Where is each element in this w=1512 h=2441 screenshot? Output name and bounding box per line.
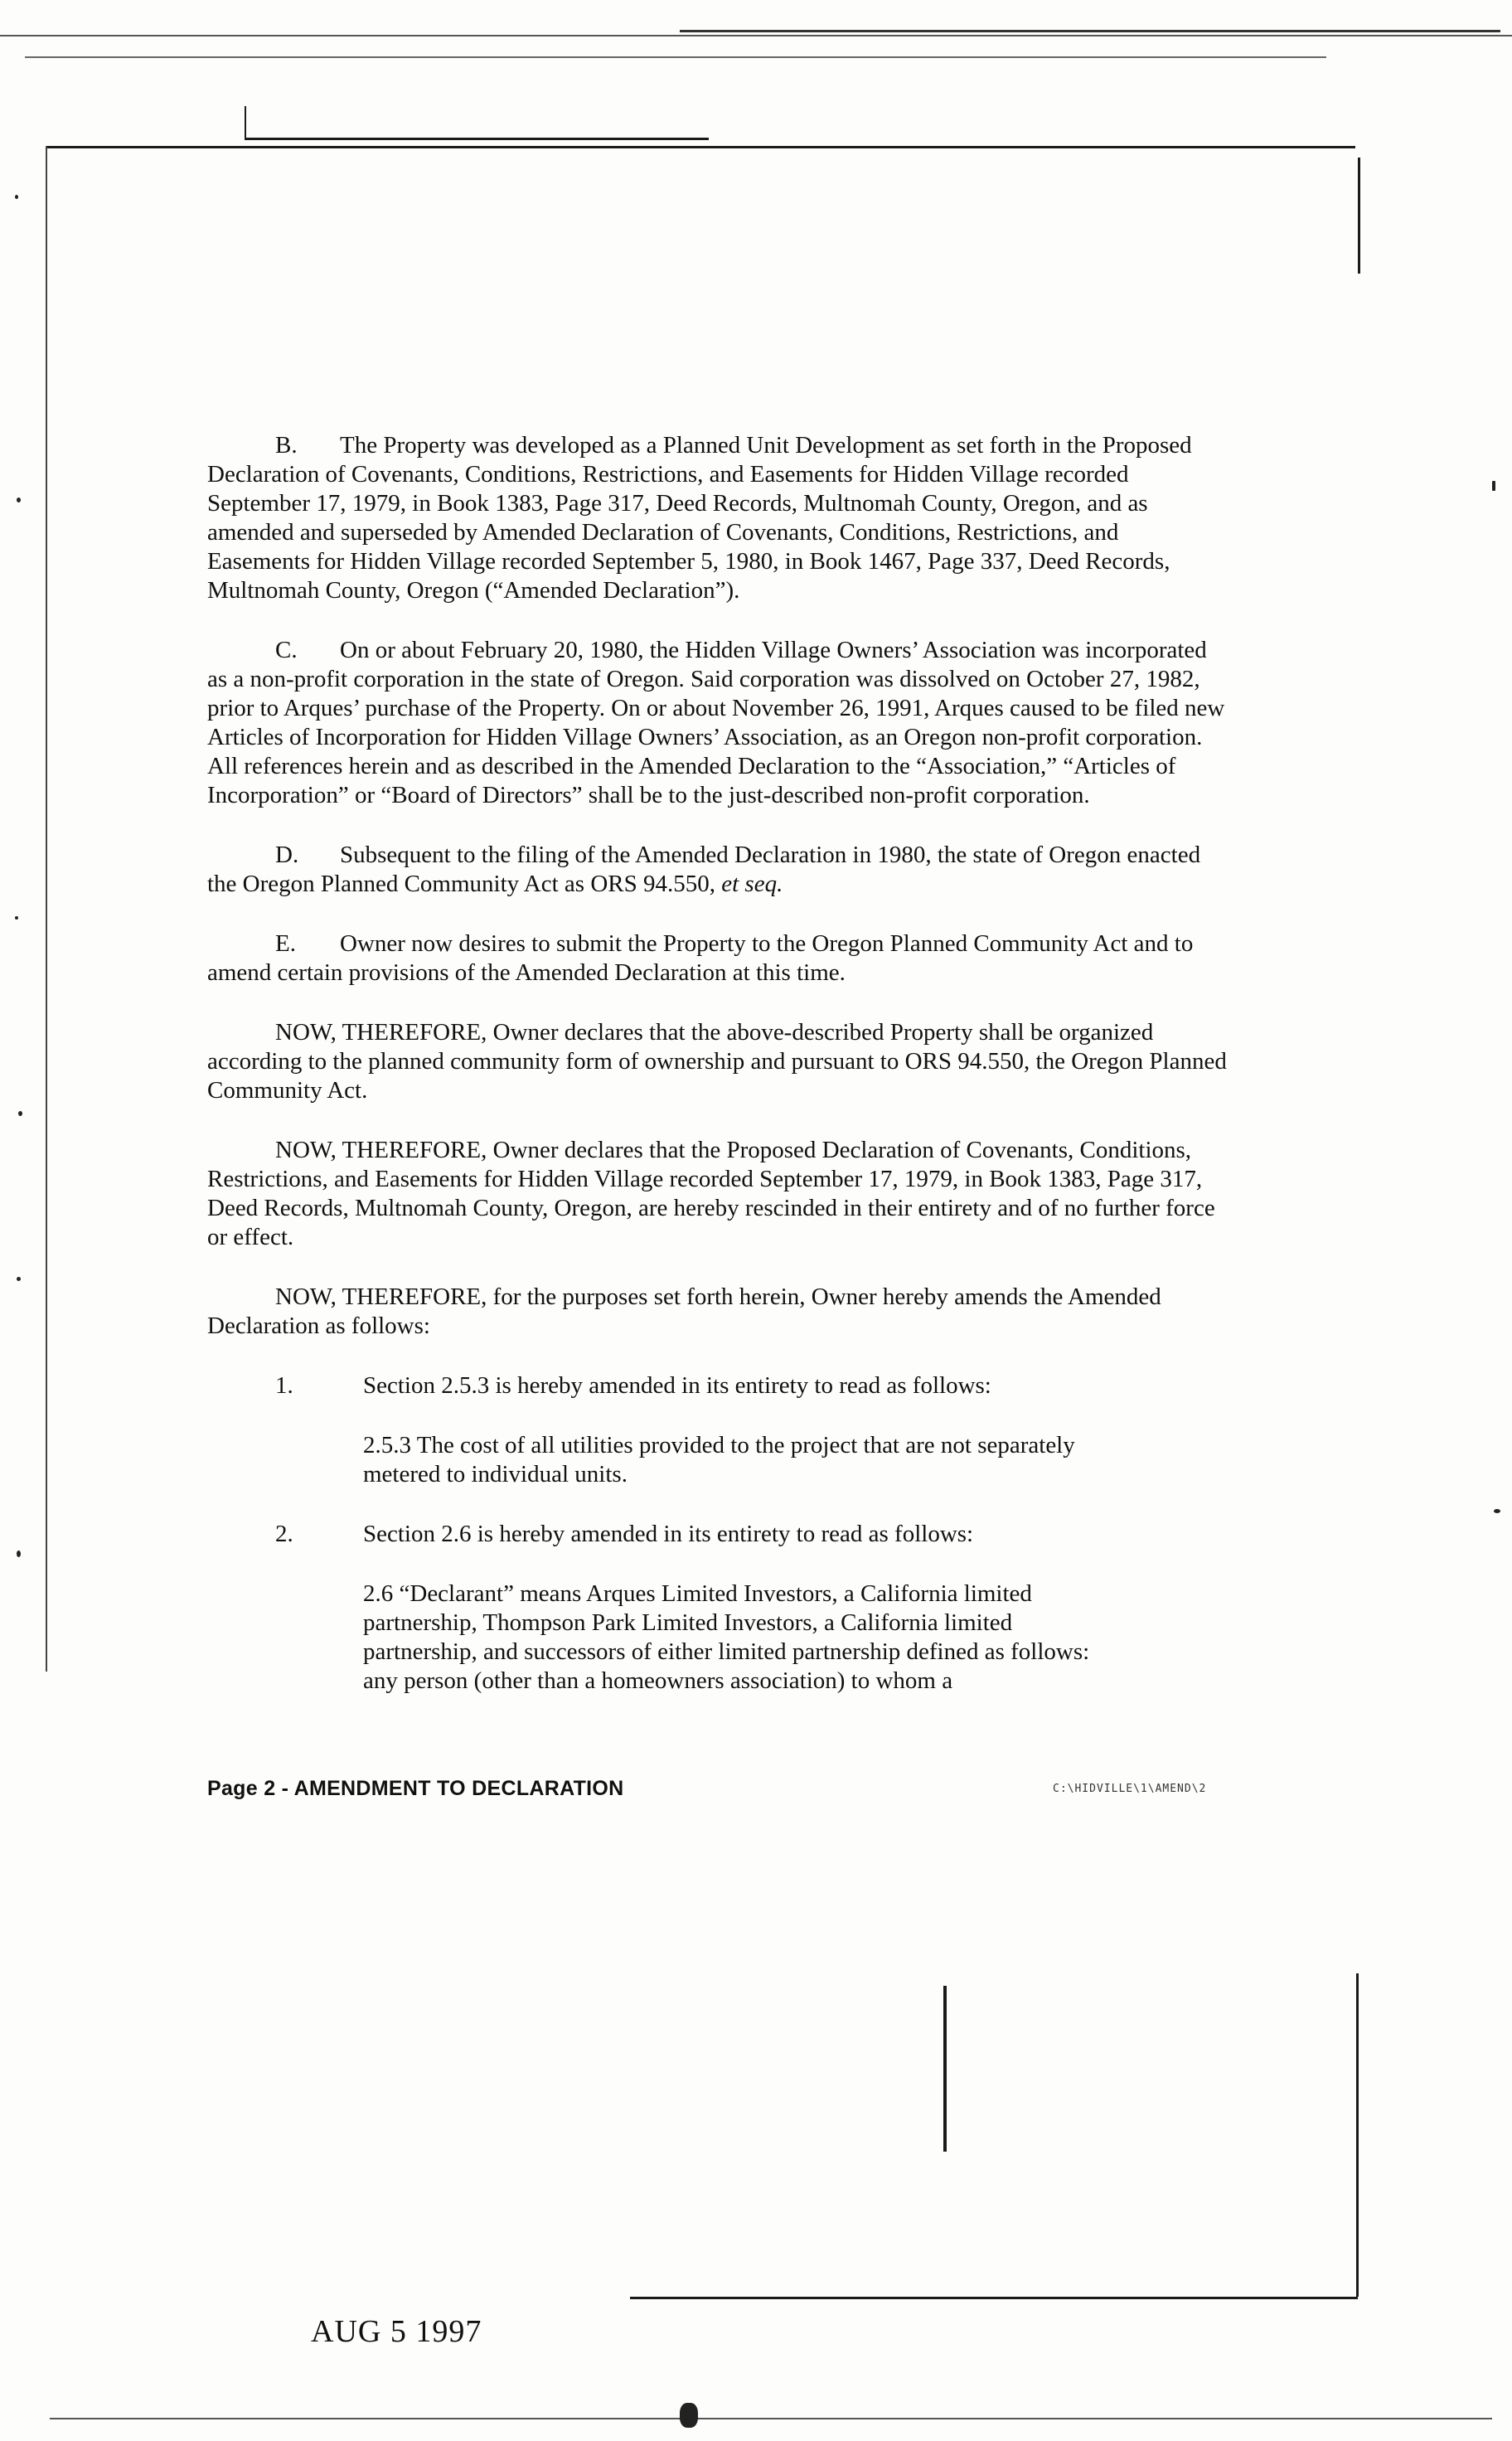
paragraph-label: B. (275, 432, 298, 459)
margin-speck (18, 1111, 22, 1116)
now-therefore-2: NOW, THEREFORE, Owner declares that the Proposed Declaration of Covenants, Conditions, Restrictions, and Easements for Hidden Village recorded September 17, 1979, in Book 1383, Page 317, Deed Records, Multnomah County, Oregon, are hereby rescinded in their entirety and of no further force or effect. (207, 1137, 1215, 1250)
frame-bottom-lower (630, 2297, 1358, 2299)
recording-date-stamp: AUG 5 1997 (311, 2314, 482, 2349)
paragraph-text: The Property was developed as a Planned Unit Development as set forth in the Proposed Declaration of Covenants, Conditions, Restrictions, and Easements for Hidden Village recorded September 17, 1979, in Book 1383, Page 317, Deed Records, Multnomah County, Oregon, and as amended and superseded by Amended Declaration of Covenants, Conditions, Restrictions, and Easements for Hidden Village recorded September 5, 1980, in Book 1467, Page 337, Deed Records, Multnomah County, Oregon (“Amended Declaration”). (207, 432, 1192, 604)
paragraph-label: C. (275, 637, 298, 663)
amendment-item-1-text: 2.5.3 The cost of all utilities provided to the project that are not separately metered to individual units. (363, 1432, 1075, 1487)
paragraph-b (207, 431, 1227, 605)
paragraph-label: E. (275, 930, 296, 957)
document-body (207, 431, 1227, 1726)
paragraph-label: D. (275, 842, 299, 868)
scan-blot (680, 2403, 698, 2428)
item-number: 2. (275, 1521, 293, 1547)
margin-speck (15, 195, 18, 199)
item-text: Section 2.5.3 is hereby amended in its entirety to read as follows: (363, 1372, 991, 1399)
now-therefore-3: NOW, THEREFORE, for the purposes set forth herein, Owner hereby amends the Amended Declaration as follows: (207, 1284, 1161, 1339)
paragraph-e (207, 929, 1227, 988)
item-text: Section 2.6 is hereby amended in its entirety to read as follows: (363, 1521, 974, 1547)
scan-second-line (25, 56, 1326, 58)
frame-top-line (46, 146, 1355, 148)
paragraph-c (207, 636, 1227, 810)
paragraph-text: Owner now desires to submit the Property to the Oregon Planned Community Act and to amend certain provisions of the Amended Declaration at this time. (207, 930, 1194, 986)
footer-file-code: C:\HIDVILLE\1\AMEND\2 (1053, 1783, 1207, 1795)
amendment-item-1 (207, 1371, 1227, 1400)
paragraph-d (207, 841, 1227, 899)
paragraph-text: On or about February 20, 1980, the Hidden Village Owners’ Association was incorporated as a non-profit corporation in the state of Oregon. Said corporation was dissolved on October 27, 1982, prior to Arques’ purchase of the Property. On or about November 26, 1991, Arques caused to be filed new Articles of Incorporation for Hidden Village Owners’ Association, as an Oregon non-profit corporation. All references herein and as described in the Amended Declaration to the “Association,” “Articles of Incorporation” or “Board of Directors” shall be to the just-described non-profit corporation. (207, 637, 1225, 808)
paragraph-text: Subsequent to the filing of the Amended Declaration in 1980, the state of Oregon enacted the Oregon Planned Community Act as ORS 94.550, (207, 842, 1201, 897)
scan-top-line (0, 35, 1512, 36)
now-therefore-1: NOW, THEREFORE, Owner declares that the above-described Property shall be organized according to the planned community form of ownership and pursuant to ORS 94.550, the Oregon Planned Community Act. (207, 1019, 1227, 1104)
frame-right-lower (1356, 1973, 1359, 2297)
frame-left-line (46, 146, 47, 1672)
italic-citation: et seq. (721, 871, 783, 897)
item-number: 1. (275, 1372, 293, 1399)
bracket-mark (943, 1986, 947, 2152)
amendment-item-2-text: 2.6 “Declarant” means Arques Limited Investors, a California limited partnership, Thompson Park Limited Investors, a California limited partnership, and successors of either limited partnership defined as follows: any person (other than a homeowners association) to whom a (363, 1580, 1090, 1694)
frame-right-tick (1358, 158, 1360, 274)
margin-speck (17, 497, 21, 502)
amendment-item-2 (207, 1520, 1227, 1549)
margin-speck (17, 1277, 21, 1281)
frame-bracket-top (245, 106, 246, 139)
page-footer-label: Page 2 - AMENDMENT TO DECLARATION (207, 1777, 624, 1800)
margin-speck (17, 1550, 21, 1557)
margin-speck (15, 916, 18, 920)
frame-bracket-top-h (245, 138, 709, 140)
margin-speck (1494, 1509, 1500, 1513)
scan-bottom-line (50, 2418, 1492, 2419)
margin-speck (1492, 481, 1495, 491)
scan-top-line-dark (680, 30, 1500, 32)
